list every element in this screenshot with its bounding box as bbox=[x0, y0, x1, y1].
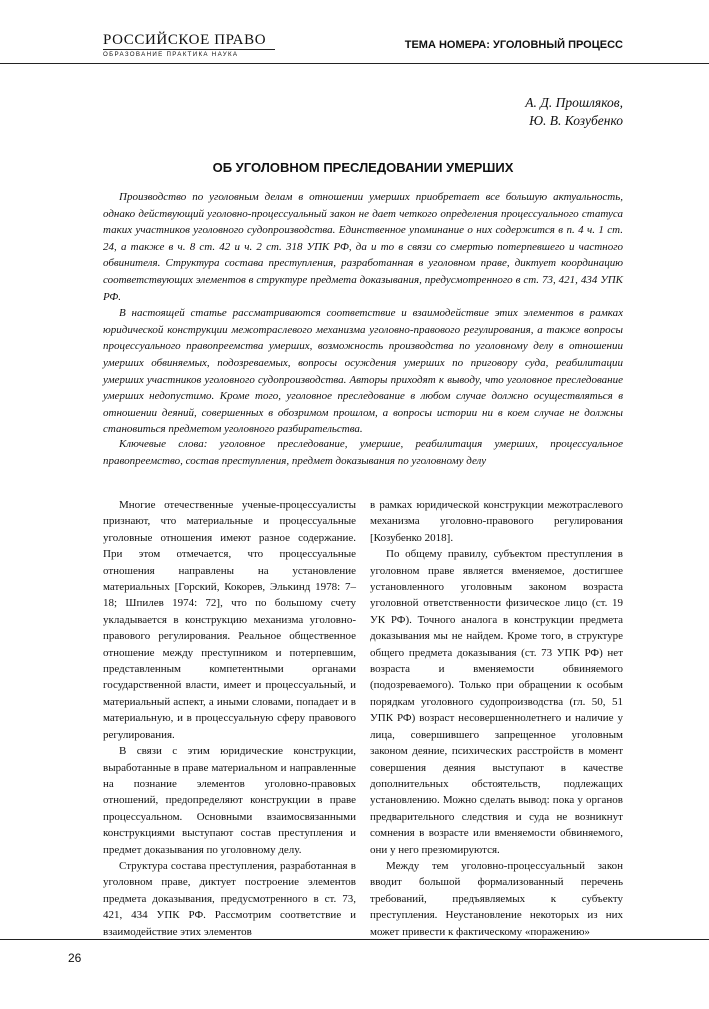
page-number: 26 bbox=[68, 951, 82, 965]
body-paragraph: В связи с этим юридические конструкции, выработанные в праве материальном и направленные на познание элементов уголовно-правовых отношений, предопределяют конструкции в праве процессуальном. Основными взаимосвязанными конструкциями выступают состав преступления и предмет доказывания по уголовному делу. bbox=[103, 745, 356, 856]
running-header bbox=[0, 0, 709, 66]
body-column-left bbox=[103, 497, 356, 940]
issue-theme: ТЕМА НОМЕРА: УГОЛОВНЫЙ ПРОЦЕСС bbox=[404, 39, 623, 51]
journal-title: РОССИЙСКОЕ ПРАВО bbox=[103, 32, 267, 48]
keywords bbox=[103, 436, 623, 469]
header-divider bbox=[0, 63, 709, 64]
abstract-paragraph: Производство по уголовным делам в отношении умерших приобретает все большую актуальность, однако действующий уголовно-процессуальный закон не дает четкого определения процессуального статуса таких участников уголовного судопроизводства. Единственное упоминание о них содержится в п. 4 ч. 1 ст. 24, а также в ч. 8 ст. 42 и ч. 2 ст. 318 УПК РФ, да и то в связи со смертью потерпевшего и частного обвинителя. Структура состава преступления, разработанная в уголовном праве, диктует координацию соответствующих элементов в структуре предмета доказывания, предусмотренного в ст. 73, 421, 434 УПК РФ. bbox=[103, 191, 623, 303]
body-paragraph: Между тем уголовно-процессуальный закон вводит большой формализованный перечень требований, предъявляемых к субъекту преступления. Неустановление некоторых из них может привести к фактическому «поражению» bbox=[370, 859, 623, 938]
article-title: ОБ УГОЛОВНОМ ПРЕСЛЕДОВАНИИ УМЕРШИХ bbox=[212, 160, 514, 175]
body-paragraph: По общему правилу, субъектом преступления в уголовном праве является вменяемое, достигшее установленного уголовным законом возраста уголовной ответственности физическое лицо (ст. 19 УК РФ). Точного аналога в конструкции предмета доказывания мы не найдем. Кроме того, в структуре общего предмета доказывания (ст. 73 УПК РФ) нет возраста и вменяемости обвиняемого (подозреваемого). Только при обращении к особым порядкам уголовного судопроизводства (гл. 50, 51 УПК РФ) возраст несовершеннолетнего и наличие у лица, совершившего запрещенное уголовным законом деяние, психических расстройств в момент совершения деяния выступают в качестве дополнительных обстоятельств, подлежащих установлению. Можно сделать вывод: пока у органов предварительного следствия и суда не возникнут сомнения в возрасте или вменяемости обвиняемого, они у него презюмируются. bbox=[370, 548, 623, 856]
journal-logo bbox=[103, 32, 275, 59]
authors bbox=[525, 94, 623, 130]
body-paragraph-continuation: в рамках юридической конструкции межотраслевого механизма уголовно-правового регулирования [Козубенко 2018]. bbox=[370, 499, 623, 544]
body-column-right bbox=[370, 497, 623, 940]
keywords-text: Ключевые слова: уголовное преследование, умершие, реабилитация умерших, процессуальное правопреемство, состав преступления, предмет доказывания по уголовному делу bbox=[103, 438, 623, 467]
body-paragraph: Многие отечественные ученые-процессуалисты признают, что материальные и процессуальные уголовные отношения имеют разное содержание. При этом отмечается, что процессуальные отношения направлены на установление материальных [Горский, Кокорев, Элькинд 1978: 7–18; Шпилев 1974: 72], что по большому счету укладывается в конструкцию механизма уголовно-правового регулирования. Реальное общественное отношение между преступником и потерпевшим, представленным компетентными органами государственной власти, имеет и процессуальный, и материальный аспект, а иными словами, попадает и в материальную, и в процессуальную сферу правового регулирования. bbox=[103, 499, 356, 741]
footer-divider bbox=[0, 939, 709, 940]
body-paragraph: Структура состава преступления, разработанная в уголовном праве, диктует построение элементов предмета доказывания, предусмотренного в ст. 73, 421, 434 УПК РФ. Рассмотрим соответствие и взаимодействие этих элементов bbox=[103, 859, 356, 938]
author-name: А. Д. Прошляков, bbox=[525, 95, 623, 110]
abstract bbox=[103, 189, 623, 438]
journal-subtitle: ОБРАЗОВАНИЕ ПРАКТИКА НАУКА bbox=[103, 51, 239, 58]
abstract-paragraph: В настоящей статье рассматриваются соответствие и взаимодействие этих элементов в рамках юридической конструкции межотраслевого механизма уголовно-правового регулирования, а также вопросы процессуального правопреемства умерших, возможность производства по уголовному делу в отношении умерших обвиняемых, подозреваемых, вопросы осуждения умерших по приговору суда, реабилитации умерших участников уголовного судопроизводства. Авторы приходят к выводу, что уголовное преследование умерших недопустимо. Кроме того, уголовное преследование в любом случае должно осуществляться в отношении деяний, совершенных в обозримом прошлом, а вопросы истории ни в коем случае не должны становиться предметом уголовного разбирательства. bbox=[103, 307, 623, 436]
author-name: Ю. В. Козубенко bbox=[529, 113, 623, 128]
